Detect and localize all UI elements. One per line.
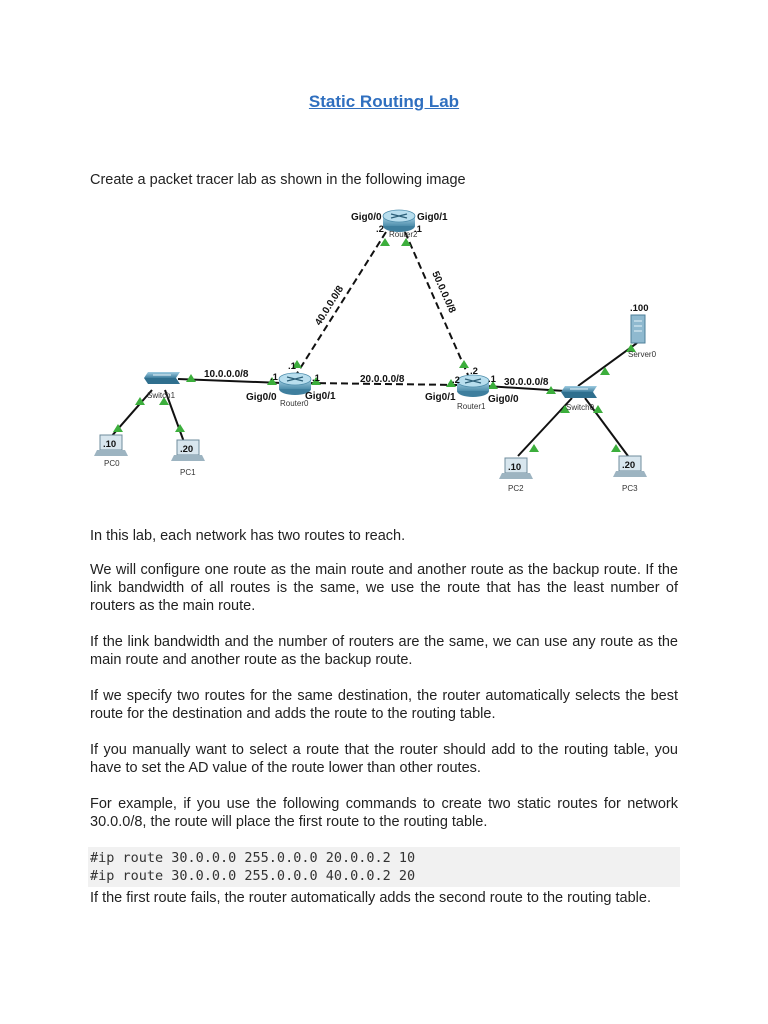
network-10-label: 10.0.0.0/8 <box>204 369 249 380</box>
switch1-label: Switch1 <box>147 391 176 400</box>
pc0-address: .10 <box>103 439 117 450</box>
code-line: #ip route 30.0.0.0 255.0.0.0 20.0.0.2 10 <box>90 850 416 866</box>
r1-right-interface: Gig0/0 <box>488 394 519 405</box>
network-50-label: 50.0.0.0/8 <box>429 269 458 315</box>
page-title[interactable]: Static Routing Lab <box>308 92 460 111</box>
pc0-label: PC0 <box>104 459 120 468</box>
paragraph-4: If we specify two routes for the same destination, the router automatically selects the best route for the destination and adds the route to the routing table. <box>90 688 678 722</box>
pc2-label: PC2 <box>508 484 524 493</box>
port-up-icon <box>401 238 411 246</box>
pc3-address: .20 <box>622 460 636 471</box>
switch0-label: Switch0 <box>566 403 595 412</box>
network-30-label: 30.0.0.0/8 <box>504 377 549 388</box>
code-line: #ip route 30.0.0.0 255.0.0.0 40.0.0.2 20 <box>90 868 416 884</box>
server0-address: .100 <box>630 303 649 314</box>
port-up-icon <box>186 374 196 382</box>
link-sw0-pc2 <box>518 398 572 456</box>
code-block <box>88 847 680 887</box>
router1-label: Router1 <box>457 402 486 411</box>
r1-right-address: .1 <box>488 374 496 385</box>
r0-left-address: .1 <box>270 372 278 383</box>
port-up-icon <box>459 360 469 368</box>
r0-right-address: .1 <box>312 373 320 384</box>
pc1-label: PC1 <box>180 468 196 477</box>
r1-left-interface: Gig0/1 <box>425 392 456 403</box>
r0-top-address: .1 <box>288 361 296 372</box>
r1-left-address: .2 <box>452 375 460 386</box>
link-r2-r0 <box>296 232 386 375</box>
network-diagram <box>0 0 768 500</box>
paragraph-5: If you manually want to select a route that the router should add to the routing table, you have to set the AD value of the route lower than other routes. <box>90 742 678 776</box>
pc2-address: .10 <box>508 462 522 473</box>
paragraph-3: If the link bandwidth and the number of routers are the same, we can use any route as the main route and another route as the backup route. <box>90 634 678 668</box>
switch0-icon[interactable] <box>561 386 597 398</box>
server0-icon[interactable] <box>631 315 645 343</box>
router2-icon[interactable] <box>383 210 415 232</box>
r1-top-address: .2 <box>470 366 478 377</box>
intro-paragraph: Create a packet tracer lab as shown in the following image <box>90 172 466 188</box>
r0-left-interface: Gig0/0 <box>246 392 277 403</box>
link-r2-r1 <box>405 232 468 375</box>
r2-left-address: .2 <box>376 224 384 235</box>
paragraph-2: We will configure one route as the main route and another route as the backup route. If the link bandwidth of all routes is the same, we use the route that has the least number of routers as the main route. <box>90 562 678 614</box>
network-40-label: 40.0.0.0/8 <box>313 284 347 328</box>
network-20-label: 20.0.0.0/8 <box>360 374 405 385</box>
r2-left-interface: Gig0/0 <box>351 212 382 223</box>
router2-label: Router2 <box>389 230 418 239</box>
closing-paragraph: If the first route fails, the router automatically adds the second route to the routing table. <box>90 890 651 906</box>
switch1-icon[interactable] <box>144 372 180 384</box>
pc3-label: PC3 <box>622 484 638 493</box>
links <box>110 232 637 456</box>
port-up-icon <box>529 444 539 452</box>
r0-right-interface: Gig0/1 <box>305 391 336 402</box>
port-up-icon <box>380 238 390 246</box>
server0-label: Server0 <box>628 350 657 359</box>
paragraph-6: For example, if you use the following commands to create two static routes for network 30.0.0/8, the route will place the first route to the routing table. <box>90 796 678 830</box>
pc1-address: .20 <box>180 444 194 455</box>
router0-label: Router0 <box>280 399 309 408</box>
router1-icon[interactable] <box>457 375 489 397</box>
paragraph-1: In this lab, each network has two routes to reach. <box>90 528 406 544</box>
port-up-icon <box>593 405 603 413</box>
port-up-icon <box>175 424 185 432</box>
r2-right-interface: Gig0/1 <box>417 212 448 223</box>
port-indicators <box>113 238 636 452</box>
r2-right-address: .1 <box>414 224 422 235</box>
